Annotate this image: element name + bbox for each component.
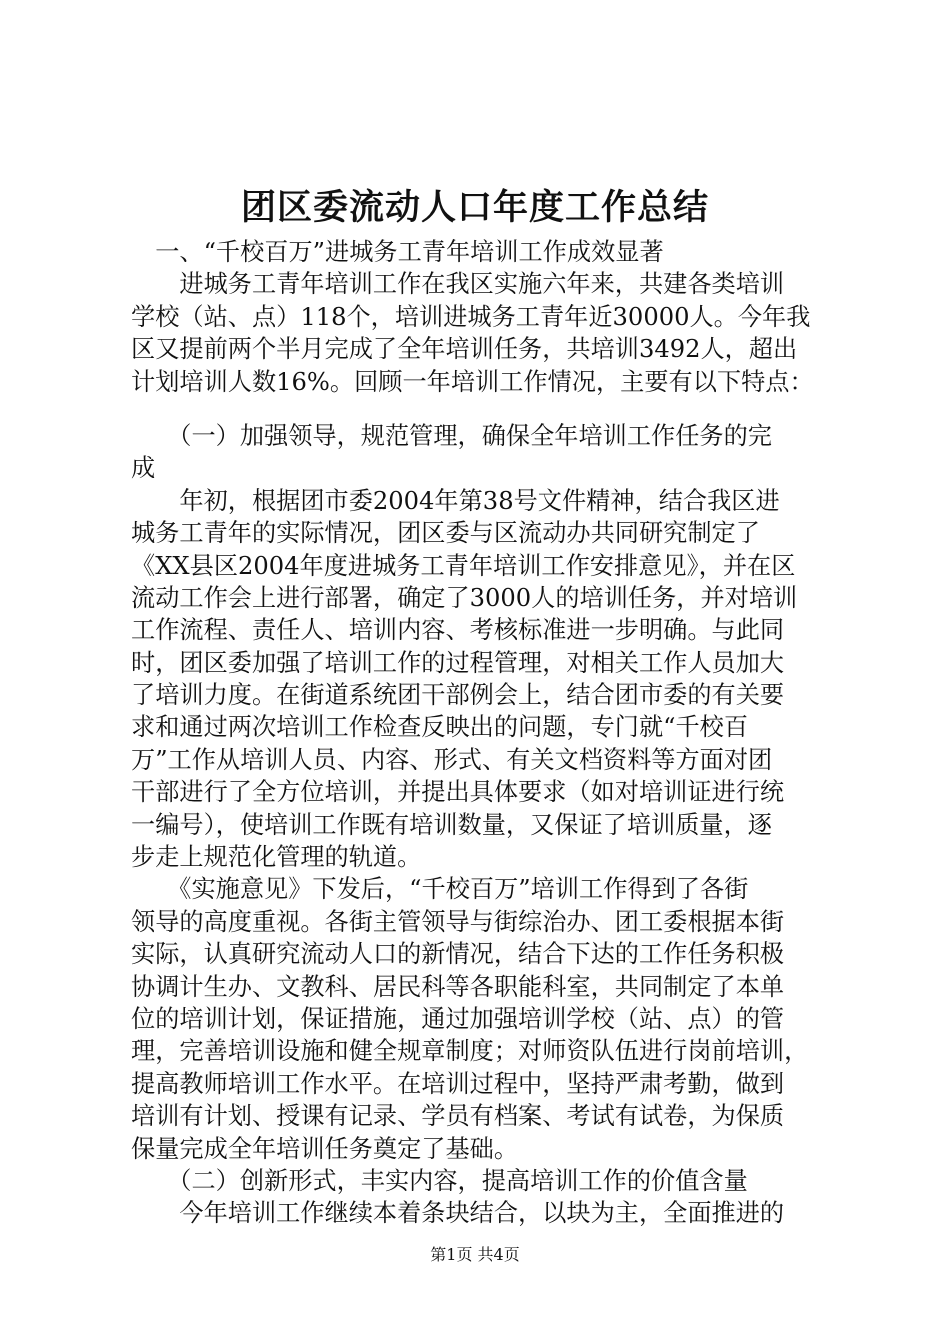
paragraph-line: 理，完善培训设施和健全规章制度；对师资队伍进行岗前培训， [131, 1037, 809, 1066]
paragraph-line: 城务工青年的实际情况，团区委与区流动办共同研究制定了 [131, 519, 760, 548]
paragraph-line: 进城务工青年培训工作在我区实施六年来，共建各类培训 [131, 270, 785, 299]
paragraph-line: 保量完成全年培训任务奠定了基础。 [131, 1134, 519, 1163]
paragraph-line: 计划培训人数16%。回顾一年培训工作情况，主要有以下特点： [131, 367, 814, 396]
paragraph-line: 时，团区委加强了培训工作的过程管理，对相关工作人员加大 [131, 648, 785, 677]
paragraph-line: 位的培训计划，保证措施，通过加强培训学校（站、点）的管 [131, 1004, 785, 1033]
paragraph-line: 提高教师培训工作水平。在培训过程中，坚持严肃考勤，做到 [131, 1069, 785, 1098]
page-footer: 第1页 共4页 [430, 1245, 520, 1264]
paragraph-line: 一编号），使培训工作既有培训数量，又保证了培训质量，逐 [131, 810, 772, 839]
paragraph-line: 干部进行了全方位培训，并提出具体要求（如对培训证进行统 [131, 778, 785, 807]
paragraph-line: 《XX县区2004年度进城务工青年培训工作安排意见》，并在区 [131, 551, 796, 580]
paragraph-line: 培训有计划、授课有记录、学员有档案、考试有试卷，为保质 [131, 1102, 785, 1131]
paragraph-line: 了培训力度。在街道系统团干部例会上，结合团市委的有关要 [131, 681, 785, 710]
paragraph-line: 今年培训工作继续本着条块结合，以块为主，全面推进的 [131, 1199, 785, 1228]
paragraph-line: 年初，根据团市委2004年第38号文件精神，结合我区进 [131, 486, 780, 515]
subsection-heading: 成 [131, 454, 156, 483]
section-heading: 一、“千校百万”进城务工青年培训工作成效显著 [131, 238, 664, 266]
paragraph-line: 协调计生办、文教科、居民科等各职能科室，共同制定了本单 [131, 972, 785, 1001]
paragraph-line: 工作流程、责任人、培训内容、考核标准进一步明确。与此同 [131, 616, 785, 645]
paragraph-line: 区又提前两个半月完成了全年培训任务，共培训3492人，超出 [131, 335, 798, 364]
paragraph-line: 求和通过两次培训工作检查反映出的问题，专门就“千校百 [131, 713, 749, 742]
paragraph-line: 领导的高度重视。各街主管领导与街综治办、团工委根据本街 [131, 907, 785, 936]
document-title: 团区委流动人口年度工作总结 [240, 187, 709, 228]
paragraph-line: 步走上规范化管理的轨道。 [131, 843, 422, 872]
subsection-heading: （二）创新形式，丰实内容，提高培训工作的价值含量 [131, 1166, 748, 1195]
paragraph-line: 万”工作从培训人员、内容、形式、有关文档资料等方面对团 [131, 745, 773, 774]
paragraph-gap [131, 398, 831, 420]
paragraph-line: 学校（站、点）118个，培训进城务工青年近30000人。今年我 [131, 302, 811, 331]
paragraph-line: 流动工作会上进行部署，确定了3000人的培训任务，并对培训 [131, 583, 798, 612]
document-body [131, 236, 831, 1230]
paragraph-line: 《实施意见》下发后，“千校百万”培训工作得到了各街 [131, 875, 749, 904]
subsection-heading: （一）加强领导，规范管理，确保全年培训工作任务的完 [131, 421, 772, 450]
paragraph-line: 实际，认真研究流动人口的新情况，结合下达的工作任务积极 [131, 940, 785, 969]
